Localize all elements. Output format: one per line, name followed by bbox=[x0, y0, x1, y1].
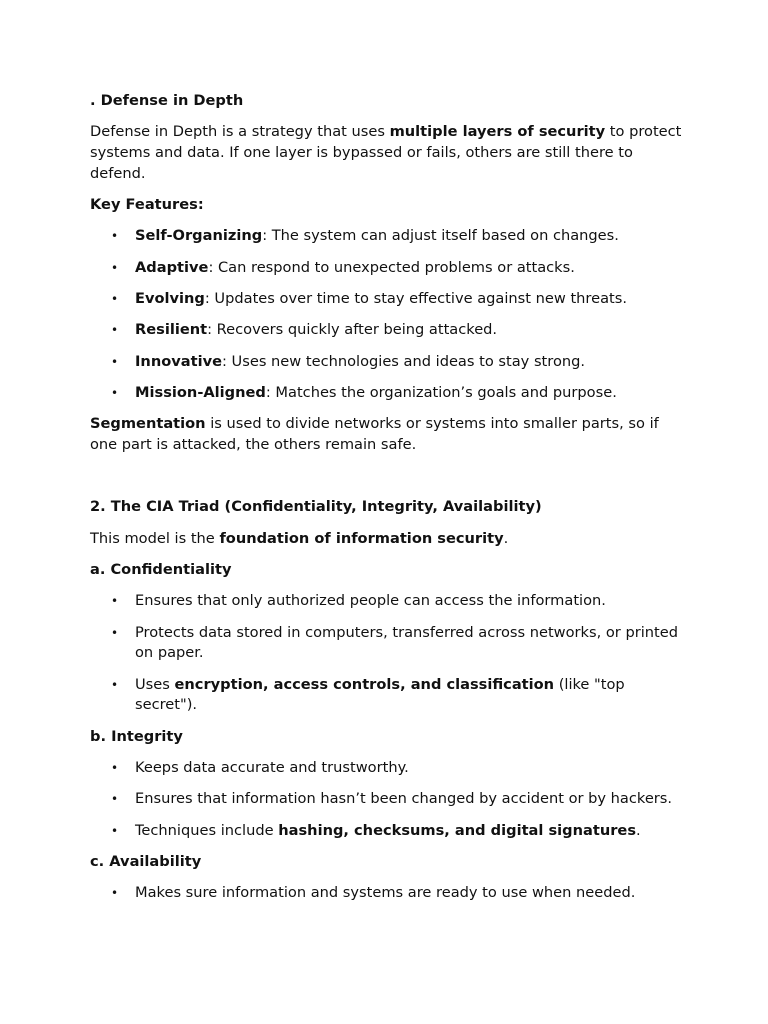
feature-desc: : Uses new technologies and ideas to stay strong. bbox=[222, 352, 586, 370]
cia-intro-end: . bbox=[503, 529, 509, 547]
bullet-icon: • bbox=[111, 625, 119, 640]
list-item-text: Keeps data accurate and trustworthy. bbox=[135, 759, 409, 777]
key-features-list bbox=[90, 226, 690, 403]
list-item-text: Techniques include bbox=[135, 821, 279, 839]
feature-desc: : The system can adjust itself based on changes. bbox=[262, 227, 619, 245]
bullet-icon: • bbox=[111, 823, 119, 838]
list-item-text: Ensures that only authorized people can access the information. bbox=[135, 592, 606, 610]
section-title-defense-in-depth: . Defense in Depth bbox=[90, 92, 244, 109]
list-item-emphasis: hashing, checksums, and digital signatures bbox=[278, 821, 637, 839]
availability-list bbox=[90, 883, 690, 904]
section-spacer bbox=[90, 466, 690, 497]
feature-desc: : Can respond to unexpected problems or attacks. bbox=[208, 258, 575, 276]
list-item bbox=[90, 789, 690, 810]
feature-term: Adaptive bbox=[135, 258, 209, 276]
bullet-icon: • bbox=[111, 761, 119, 776]
list-item-text: Protects data stored in computers, transferred across networks, or printed on paper. bbox=[135, 623, 678, 662]
feature-term: Resilient bbox=[135, 321, 208, 339]
bullet-icon: • bbox=[111, 677, 119, 692]
cia-intro-emphasis: foundation of information security bbox=[219, 529, 504, 547]
list-item bbox=[90, 320, 690, 341]
list-item bbox=[90, 758, 690, 779]
bullet-icon: • bbox=[111, 354, 119, 369]
feature-desc: : Recovers quickly after being attacked. bbox=[207, 321, 498, 339]
key-features-heading: Key Features: bbox=[90, 196, 204, 214]
confidentiality-list bbox=[90, 591, 690, 716]
availability-heading: c. Availability bbox=[90, 852, 202, 870]
list-item bbox=[90, 883, 690, 904]
bullet-icon: • bbox=[111, 260, 119, 275]
feature-term: Innovative bbox=[135, 352, 222, 370]
bullet-icon: • bbox=[111, 323, 119, 338]
cia-intro-text: This model is the bbox=[90, 529, 220, 547]
list-item bbox=[90, 258, 690, 279]
bullet-icon: • bbox=[111, 886, 119, 901]
intro-emphasis: multiple layers of security bbox=[389, 123, 606, 141]
feature-term: Evolving bbox=[135, 290, 205, 308]
feature-desc: : Updates over time to stay effective against new threats. bbox=[204, 290, 627, 308]
segmentation-term: Segmentation bbox=[90, 415, 206, 433]
list-item bbox=[90, 226, 690, 247]
list-item bbox=[90, 383, 690, 404]
document-body bbox=[90, 91, 690, 915]
list-item-text: Uses bbox=[135, 675, 175, 693]
list-item-text: Makes sure information and systems are ready to use when needed. bbox=[135, 884, 636, 902]
list-item-emphasis: encryption, access controls, and classification bbox=[174, 675, 555, 693]
bullet-icon: • bbox=[111, 594, 119, 609]
bullet-icon: • bbox=[111, 229, 119, 244]
list-item-text: Ensures that information hasn’t been changed by accident or by hackers. bbox=[135, 790, 673, 808]
list-item bbox=[90, 352, 690, 373]
list-item-text-end: (like "top secret"). bbox=[135, 675, 625, 714]
list-item bbox=[90, 289, 690, 310]
bullet-icon: • bbox=[111, 385, 119, 400]
intro-text: Defense in Depth is a strategy that uses bbox=[90, 123, 390, 141]
list-item bbox=[90, 675, 690, 717]
list-item bbox=[90, 623, 690, 665]
feature-desc: : Matches the organization’s goals and purpose. bbox=[265, 383, 617, 401]
confidentiality-heading: a. Confidentiality bbox=[90, 560, 232, 578]
feature-term: Self-Organizing bbox=[135, 227, 263, 245]
segmentation-paragraph bbox=[90, 414, 690, 456]
integrity-list bbox=[90, 758, 690, 841]
list-item-text-end: . bbox=[636, 821, 641, 839]
intro-text-end: to protect systems and data. If one layer is bypassed or fails, others are still there to defend. bbox=[90, 123, 682, 182]
cia-intro bbox=[90, 529, 690, 550]
bullet-icon: • bbox=[111, 292, 119, 307]
list-item bbox=[90, 591, 690, 612]
list-item bbox=[90, 821, 690, 842]
segmentation-text: is used to divide networks or systems into smaller parts, so if one part is attacked, the others remain safe. bbox=[90, 415, 659, 454]
integrity-heading: b. Integrity bbox=[90, 727, 183, 745]
defense-in-depth-intro bbox=[90, 122, 690, 184]
section-title-cia-triad: 2. The CIA Triad (Confidentiality, Integrity, Availability) bbox=[90, 498, 542, 516]
bullet-icon: • bbox=[111, 792, 119, 807]
feature-term: Mission-Aligned bbox=[135, 383, 266, 401]
